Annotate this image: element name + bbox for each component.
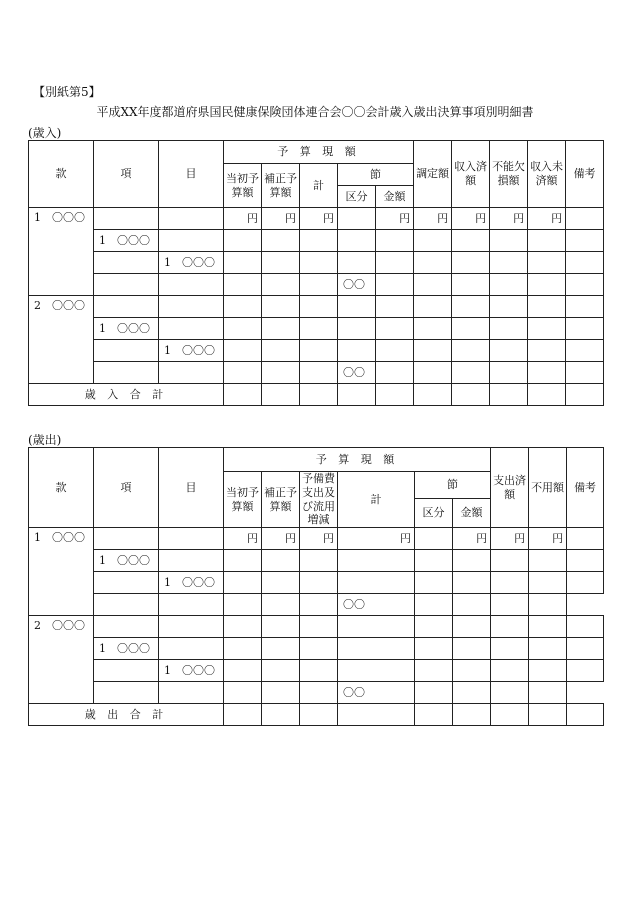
- unit-revised: 円: [262, 208, 300, 230]
- kan-name: 〇〇〇: [52, 619, 85, 632]
- blank-cell: [452, 340, 490, 362]
- header-remarks: 備考: [566, 141, 604, 208]
- blank-cell: [224, 384, 262, 406]
- blank-cell: [453, 638, 491, 660]
- blank-cell: [491, 704, 529, 726]
- blank-cell: [300, 616, 338, 638]
- blank-cell: [338, 572, 415, 594]
- header-revised: 補正予算額: [262, 472, 300, 528]
- blank-cell: [262, 572, 300, 594]
- blank-cell: [528, 252, 566, 274]
- blank-cell: [491, 616, 529, 638]
- setsu-cell: 〇〇: [338, 594, 415, 616]
- blank-cell: [338, 252, 376, 274]
- kan-number: 2: [34, 619, 41, 632]
- kou-number: 1: [99, 553, 106, 567]
- blank-cell: [491, 550, 529, 572]
- blank-cell: [414, 362, 452, 384]
- blank-cell: [414, 252, 452, 274]
- blank-cell: [338, 230, 376, 252]
- blank-cell: [415, 682, 453, 704]
- header-reserve: 予備費支出及び流用増減: [300, 472, 338, 528]
- moku-number: 1: [164, 343, 171, 357]
- blank-cell: [452, 362, 490, 384]
- blank-cell: [529, 616, 567, 638]
- blank-cell: [224, 340, 262, 362]
- blank-cell: [529, 660, 567, 682]
- blank-cell: [224, 252, 262, 274]
- blank-cell: [566, 296, 604, 318]
- blank-cell: [528, 340, 566, 362]
- blank-cell: [262, 384, 300, 406]
- blank-cell: [452, 296, 490, 318]
- blank-cell: [262, 230, 300, 252]
- blank-cell: [414, 274, 452, 296]
- blank-cell: [94, 528, 159, 550]
- setsu-cell: 〇〇: [338, 362, 376, 384]
- blank-cell: [453, 616, 491, 638]
- moku-cell: [159, 572, 224, 594]
- moku-cell: [159, 252, 224, 274]
- blank-cell: [528, 384, 566, 406]
- blank-cell: [415, 550, 453, 572]
- blank-cell: [262, 318, 300, 340]
- blank-cell: [159, 638, 224, 660]
- header-kubun: 区分: [338, 186, 376, 208]
- blank-cell: [224, 296, 262, 318]
- blank-cell: [300, 230, 338, 252]
- blank-cell: [224, 572, 262, 594]
- blank-cell: [262, 616, 300, 638]
- moku-cell: [159, 340, 224, 362]
- blank-cell: [415, 638, 453, 660]
- blank-cell: [224, 550, 262, 572]
- expenditure-total-label: 歳 出 合 計: [29, 704, 224, 726]
- blank-cell: [159, 528, 224, 550]
- blank-cell: [338, 296, 376, 318]
- blank-cell: [529, 704, 567, 726]
- blank-cell: [415, 660, 453, 682]
- blank-cell: [414, 340, 452, 362]
- blank-cell: [159, 274, 224, 296]
- blank-cell: [453, 704, 491, 726]
- blank-cell: [300, 704, 338, 726]
- moku-number: 1: [164, 255, 171, 269]
- blank-cell: [415, 572, 453, 594]
- header-budget: 予 算 現 額: [224, 141, 414, 164]
- blank-cell: [453, 682, 491, 704]
- header-unreceived: 収入未済額: [528, 141, 566, 208]
- blank-cell: [300, 274, 338, 296]
- unit-loss: 円: [490, 208, 528, 230]
- blank-cell: [224, 362, 262, 384]
- blank-cell: [300, 384, 338, 406]
- blank-cell: [224, 660, 262, 682]
- blank-cell: [300, 296, 338, 318]
- kou-cell: [94, 550, 159, 572]
- header-assessed: 調定額: [414, 141, 452, 208]
- unit-total: 円: [338, 528, 415, 550]
- blank-cell: [94, 340, 159, 362]
- kou-name: 〇〇〇: [117, 553, 150, 567]
- blank-cell: [566, 362, 604, 384]
- blank-cell: [94, 594, 159, 616]
- blank-cell: [338, 384, 376, 406]
- blank-cell: [491, 660, 529, 682]
- moku-cell: [159, 660, 224, 682]
- kan-cell: [29, 616, 94, 704]
- blank-cell: [491, 682, 529, 704]
- blank-cell: [566, 252, 604, 274]
- header-kan: 款: [29, 141, 94, 208]
- blank-cell: [224, 704, 262, 726]
- blank-cell: [415, 616, 453, 638]
- blank-cell: [262, 638, 300, 660]
- header-initial: 当初予算額: [224, 164, 262, 208]
- kan-number: 2: [34, 299, 41, 312]
- blank-cell: [262, 362, 300, 384]
- blank-cell: [94, 572, 159, 594]
- document-title: 平成XX年度都道府県国民健康保険団体連合会〇〇会計歳入歳出決算事項別明細書: [96, 105, 534, 119]
- blank-cell: [528, 362, 566, 384]
- blank-cell: [453, 572, 491, 594]
- blank-cell: [262, 340, 300, 362]
- blank-cell: [414, 318, 452, 340]
- blank-cell: [262, 704, 300, 726]
- blank-cell: [224, 638, 262, 660]
- header-loss: 不能欠損額: [490, 141, 528, 208]
- blank-cell: [94, 296, 159, 318]
- blank-cell: [528, 318, 566, 340]
- blank-cell: [376, 296, 414, 318]
- blank-cell: [159, 682, 224, 704]
- blank-cell: [376, 340, 414, 362]
- blank-cell: [300, 252, 338, 274]
- header-kubun: 区分: [415, 498, 453, 527]
- kou-cell: [94, 318, 159, 340]
- blank-cell: [567, 528, 604, 550]
- blank-cell: [262, 550, 300, 572]
- blank-cell: [300, 340, 338, 362]
- unit-unused: 円: [529, 528, 567, 550]
- kan-number: 1: [34, 531, 41, 544]
- revenue-section-label: (歳入): [28, 126, 62, 140]
- blank-cell: [338, 318, 376, 340]
- header-unused: 不用額: [529, 448, 567, 528]
- kan-name: 〇〇〇: [52, 299, 85, 312]
- kou-name: 〇〇〇: [117, 233, 150, 247]
- blank-cell: [300, 594, 338, 616]
- blank-cell: [94, 274, 159, 296]
- blank-cell: [300, 660, 338, 682]
- header-moku: 目: [159, 141, 224, 208]
- blank-cell: [414, 296, 452, 318]
- setsu-cell: 〇〇: [338, 274, 376, 296]
- blank-cell: [566, 384, 604, 406]
- blank-cell: [452, 274, 490, 296]
- blank-cell: [159, 230, 224, 252]
- document-reference: 【別紙第5】: [33, 85, 101, 99]
- blank-cell: [453, 660, 491, 682]
- blank-cell: [452, 230, 490, 252]
- kou-name: 〇〇〇: [117, 641, 150, 655]
- blank-cell: [338, 638, 415, 660]
- blank-cell: [300, 362, 338, 384]
- blank-cell: [490, 318, 528, 340]
- blank-cell: [567, 616, 604, 638]
- blank-cell: [94, 252, 159, 274]
- blank-cell: [262, 252, 300, 274]
- kan-cell: [29, 528, 94, 616]
- blank-cell: [490, 274, 528, 296]
- blank-cell: [528, 296, 566, 318]
- blank-cell: [528, 230, 566, 252]
- blank-cell: [300, 682, 338, 704]
- kan-name: 〇〇〇: [52, 211, 85, 224]
- blank-cell: [224, 682, 262, 704]
- blank-cell: [453, 594, 491, 616]
- blank-cell: [566, 230, 604, 252]
- header-paid: 支出済額: [491, 448, 529, 528]
- blank-cell: [452, 384, 490, 406]
- blank-cell: [338, 616, 415, 638]
- header-kou: 項: [94, 448, 159, 528]
- blank-cell: [159, 318, 224, 340]
- kan-cell: [29, 208, 94, 296]
- blank-cell: [490, 340, 528, 362]
- blank-cell: [376, 362, 414, 384]
- blank-cell: [159, 296, 224, 318]
- header-setsu: 節: [338, 164, 414, 186]
- blank-cell: [567, 638, 604, 660]
- blank-cell: [262, 682, 300, 704]
- header-amount: 金額: [376, 186, 414, 208]
- blank-cell: [414, 230, 452, 252]
- blank-cell: [452, 252, 490, 274]
- blank-cell: [529, 572, 567, 594]
- unit-initial: 円: [224, 528, 262, 550]
- blank-cell: [338, 340, 376, 362]
- kan-cell: [29, 296, 94, 384]
- blank-cell: [224, 230, 262, 252]
- revenue-table: [28, 140, 604, 406]
- header-revised: 補正予算額: [262, 164, 300, 208]
- blank-cell: [94, 682, 159, 704]
- blank-cell: [529, 682, 567, 704]
- blank-cell: [414, 384, 452, 406]
- blank-cell: [300, 572, 338, 594]
- kou-number: 1: [99, 321, 106, 335]
- kan-number: 1: [34, 211, 41, 224]
- blank-cell: [94, 616, 159, 638]
- blank-cell: [159, 616, 224, 638]
- header-received: 収入済額: [452, 141, 490, 208]
- blank-cell: [567, 704, 604, 726]
- blank-cell: [338, 660, 415, 682]
- kou-name: 〇〇〇: [117, 321, 150, 335]
- unit-revised: 円: [262, 528, 300, 550]
- expenditure-table: [28, 447, 604, 726]
- unit-amount: 円: [453, 528, 491, 550]
- blank-cell: [376, 230, 414, 252]
- blank-cell: [529, 550, 567, 572]
- moku-name: 〇〇〇: [182, 575, 215, 589]
- blank-cell: [94, 660, 159, 682]
- header-total: 計: [300, 164, 338, 208]
- blank-cell: [300, 638, 338, 660]
- unit-amount: 円: [376, 208, 414, 230]
- header-total: 計: [338, 472, 415, 528]
- unit-paid: 円: [491, 528, 529, 550]
- revenue-total-label: 歳 入 合 計: [29, 384, 224, 406]
- blank-cell: [338, 704, 415, 726]
- blank-cell: [300, 550, 338, 572]
- blank-cell: [224, 616, 262, 638]
- moku-name: 〇〇〇: [182, 343, 215, 357]
- blank-cell: [415, 594, 453, 616]
- blank-cell: [490, 362, 528, 384]
- unit-unreceived: 円: [528, 208, 566, 230]
- kou-number: 1: [99, 641, 106, 655]
- blank-cell: [491, 572, 529, 594]
- blank-cell: [490, 384, 528, 406]
- blank-cell: [528, 274, 566, 296]
- moku-number: 1: [164, 663, 171, 677]
- blank-cell: [376, 252, 414, 274]
- blank-cell: [262, 594, 300, 616]
- blank-cell: [94, 362, 159, 384]
- blank-cell: [262, 274, 300, 296]
- header-amount: 金額: [453, 498, 491, 527]
- unit-initial: 円: [224, 208, 262, 230]
- blank-cell: [262, 660, 300, 682]
- moku-number: 1: [164, 575, 171, 589]
- blank-cell: [376, 274, 414, 296]
- blank-cell: [566, 340, 604, 362]
- expenditure-section-label: (歳出): [28, 433, 62, 447]
- unit-assessed: 円: [414, 208, 452, 230]
- blank-cell: [452, 318, 490, 340]
- blank-cell: [490, 252, 528, 274]
- blank-cell: [490, 230, 528, 252]
- kou-cell: [94, 230, 159, 252]
- blank-cell: [224, 318, 262, 340]
- blank-cell: [338, 550, 415, 572]
- header-initial: 当初予算額: [224, 472, 262, 528]
- blank-cell: [566, 318, 604, 340]
- blank-cell: [415, 704, 453, 726]
- blank-cell: [224, 274, 262, 296]
- blank-cell: [490, 296, 528, 318]
- header-remarks: 備考: [567, 448, 604, 528]
- blank-cell: [491, 638, 529, 660]
- blank-cell: [376, 318, 414, 340]
- header-moku: 目: [159, 448, 224, 528]
- header-budget: 予 算 現 額: [224, 448, 491, 472]
- blank-cell: [159, 594, 224, 616]
- setsu-cell: 〇〇: [338, 682, 415, 704]
- moku-name: 〇〇〇: [182, 255, 215, 269]
- header-kou: 項: [94, 141, 159, 208]
- blank-cell: [566, 274, 604, 296]
- blank-cell: [491, 594, 529, 616]
- blank-cell: [159, 362, 224, 384]
- unit-received: 円: [452, 208, 490, 230]
- blank-cell: [529, 594, 567, 616]
- header-kan: 款: [29, 448, 94, 528]
- moku-name: 〇〇〇: [182, 663, 215, 677]
- blank-cell: [567, 660, 604, 682]
- unit-total: 円: [300, 208, 338, 230]
- blank-cell: [453, 550, 491, 572]
- kou-cell: [94, 638, 159, 660]
- unit-reserve: 円: [300, 528, 338, 550]
- blank-cell: [224, 594, 262, 616]
- blank-cell: [262, 296, 300, 318]
- kou-number: 1: [99, 233, 106, 247]
- blank-cell: [300, 318, 338, 340]
- blank-cell: [567, 550, 604, 572]
- kan-name: 〇〇〇: [52, 531, 85, 544]
- blank-cell: [159, 550, 224, 572]
- blank-cell: [415, 528, 453, 550]
- header-setsu: 節: [415, 472, 491, 499]
- blank-cell: [376, 384, 414, 406]
- blank-cell: [567, 572, 604, 594]
- blank-cell: [529, 638, 567, 660]
